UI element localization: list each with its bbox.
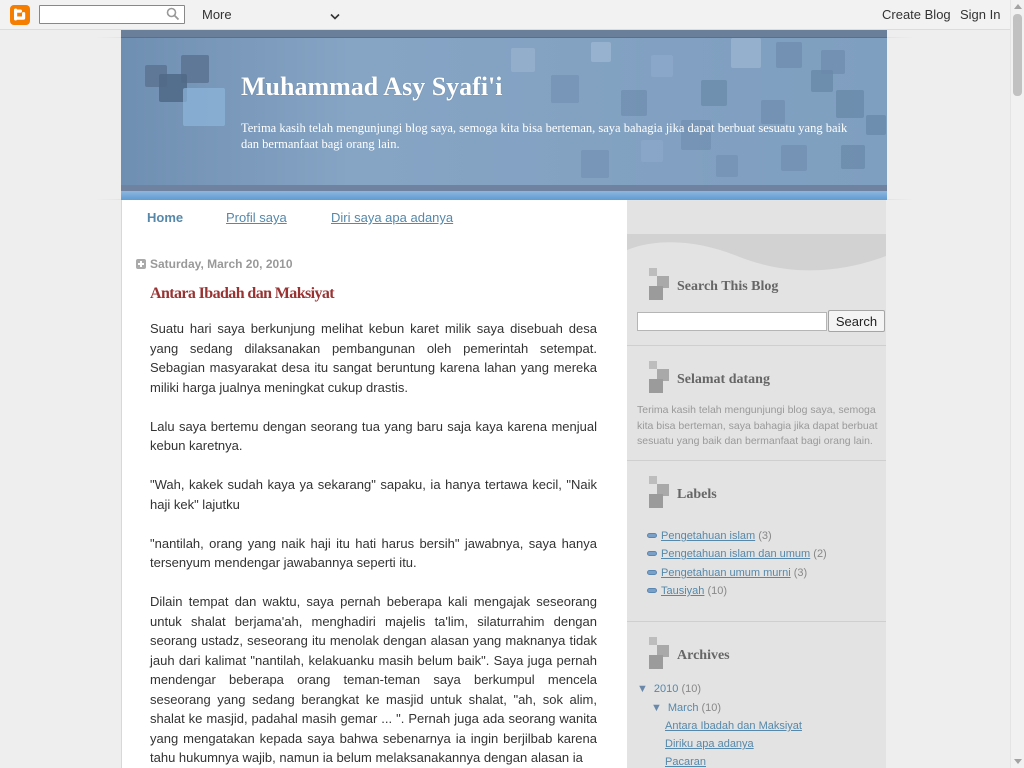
tab-home[interactable]: Home bbox=[147, 210, 184, 225]
header-pattern-square bbox=[716, 155, 738, 177]
archives-widget-title: Archives bbox=[677, 648, 730, 663]
label-item bbox=[647, 530, 772, 542]
archive-post-link[interactable]: Pacaran bbox=[665, 756, 706, 768]
archive-post-link[interactable]: Antara Ibadah dan Maksiyat bbox=[665, 720, 802, 732]
label-count: (3) bbox=[758, 530, 772, 542]
archive-year-link[interactable]: 2010 bbox=[653, 683, 679, 695]
header-pattern-square bbox=[701, 80, 727, 106]
header-pattern-square bbox=[551, 75, 579, 103]
label-link[interactable]: Tausiyah bbox=[661, 585, 705, 597]
archive-month-row bbox=[651, 702, 721, 714]
blog-title[interactable]: Muhammad Asy Syafi'i bbox=[241, 72, 503, 101]
widget-divider bbox=[627, 460, 886, 461]
header-pattern-square bbox=[511, 48, 535, 72]
header-pattern-square bbox=[731, 38, 761, 68]
blogger-navbar bbox=[0, 0, 1010, 30]
tab-diri-saya[interactable]: Diri saya apa adanya bbox=[331, 210, 454, 225]
blog-header bbox=[121, 30, 887, 200]
label-bullet-icon bbox=[647, 570, 657, 575]
more-menu-button[interactable]: More bbox=[202, 7, 232, 22]
widget-squares-icon bbox=[647, 637, 671, 669]
header-pattern-square bbox=[776, 42, 802, 68]
widget-squares-icon bbox=[647, 361, 671, 393]
sign-in-link[interactable]: Sign In bbox=[960, 7, 1001, 22]
header-logo-square bbox=[183, 88, 225, 126]
archive-year-row bbox=[637, 683, 701, 695]
archive-post-link[interactable]: Diriku apa adanya bbox=[665, 738, 754, 750]
label-item bbox=[647, 548, 827, 560]
header-pattern-square bbox=[821, 50, 845, 74]
archive-year-count: (10) bbox=[681, 683, 701, 695]
post-paragraph: "Wah, kakek sudah kaya ya sekarang" sapaku, ia hanya tertawa kecil, "Naik haji kek" lajutku bbox=[150, 477, 597, 512]
label-count: (2) bbox=[813, 548, 827, 560]
post-paragraph: Suatu hari saya berkunjung melihat kebun karet milik saya disebuah desa yang sedang dilaksanakan pembangunan oleh pemerintah setempat. Sebagian masyarakat desa itu sangat beruntung karena lahan yang mereka miliki harga jualnya meningkat cukup drastis. bbox=[150, 321, 597, 395]
search-widget-title: Search This Blog bbox=[677, 279, 779, 294]
archive-month-link[interactable]: March bbox=[667, 702, 699, 714]
header-pattern-square bbox=[651, 55, 673, 77]
scroll-down-arrow-icon[interactable] bbox=[1014, 759, 1022, 764]
label-bullet-icon bbox=[647, 588, 657, 593]
header-pattern-square bbox=[581, 150, 609, 178]
search-icon[interactable] bbox=[166, 7, 180, 24]
post-title[interactable]: Antara Ibadah dan Maksiyat bbox=[150, 285, 335, 302]
chevron-down-icon[interactable] bbox=[330, 9, 340, 24]
label-bullet-icon bbox=[647, 533, 657, 538]
sidebar bbox=[627, 200, 886, 768]
header-top-bar bbox=[121, 30, 887, 38]
widget-squares-icon bbox=[647, 268, 671, 300]
post-paragraph: Lalu saya bertemu dengan seorang tua yang baru saja kaya karena menjual kebun karetnya. bbox=[150, 418, 597, 453]
widget-squares-icon bbox=[647, 476, 671, 508]
label-bullet-icon bbox=[647, 551, 657, 556]
header-pattern-square bbox=[866, 115, 886, 135]
scroll-up-arrow-icon[interactable] bbox=[1014, 4, 1022, 9]
label-link[interactable]: Pengetahuan islam bbox=[661, 530, 756, 542]
navbar-search-input[interactable] bbox=[40, 6, 160, 23]
post-paragraph: "nantilah, orang yang naik haji itu hati harus bersih" jawabnya, saya hanya tersenyum mendengar jawabannya seperti itu. bbox=[150, 535, 597, 570]
expand-triangle-icon[interactable]: ▼ bbox=[651, 702, 662, 714]
header-pattern-square bbox=[836, 90, 864, 118]
blogger-logo-icon[interactable] bbox=[10, 5, 30, 25]
post-date-header bbox=[136, 257, 293, 271]
post-body bbox=[150, 319, 597, 768]
labels-widget-title: Labels bbox=[677, 487, 717, 502]
header-accent-strip bbox=[121, 191, 887, 200]
label-count: (10) bbox=[707, 585, 728, 597]
navbar-search-field[interactable] bbox=[39, 5, 185, 24]
tab-profil-saya[interactable]: Profil saya bbox=[226, 210, 287, 225]
header-pattern-square bbox=[621, 90, 647, 116]
welcome-widget-title: Selamat datang bbox=[677, 372, 770, 387]
main-column bbox=[121, 200, 628, 768]
expand-plus-icon bbox=[136, 259, 146, 269]
page-scrollbar[interactable] bbox=[1010, 0, 1024, 768]
welcome-text: Terima kasih telah mengunjungi blog saya, semoga kita bisa berteman, saya bahagia jika dapat berbuat sesuatu yang baik dan bermanfaat bagi orang lain. bbox=[637, 404, 878, 447]
post-paragraph: Dilain tempat dan waktu, saya pernah beberapa kali mengajak seseorang untuk shalat berjama'ah, menghadiri majelis ta'lim, silaturrahim dengan seorang ustadz, seseorang itu menolak dengan alasan yang maknanya tidak jauh dari kalimat "nantilah, kelakuanku masih belum baik". Saya juga pernah mendengar beberapa orang teman-teman saya berkumpul mencela seseorang yang sedang berangkat ke masjid untuk shalat, "ah, sok alim, shalat ke masjid, padahal masih gemar ... ". Pernah juga ada seorang wanita yang mengatakan kepada saya bahwa sebenarnya ia ingin berjilbab karena tahu hukumnya wajib, namun ia belum melaksanakannya dengan alasan ia bbox=[150, 594, 597, 765]
label-link[interactable]: Pengetahuan umum murni bbox=[661, 567, 791, 579]
label-link[interactable]: Pengetahuan islam dan umum bbox=[661, 548, 811, 560]
label-count: (3) bbox=[793, 567, 808, 579]
label-item bbox=[647, 585, 727, 597]
archive-month-count: (10) bbox=[701, 702, 722, 714]
widget-divider bbox=[627, 621, 886, 622]
header-pattern-square bbox=[591, 42, 611, 62]
create-blog-link[interactable]: Create Blog bbox=[882, 7, 951, 22]
label-item bbox=[647, 567, 807, 579]
widget-divider bbox=[627, 345, 886, 346]
blog-search-input[interactable] bbox=[637, 312, 827, 331]
post-date: Saturday, March 20, 2010 bbox=[150, 257, 293, 271]
expand-triangle-icon[interactable]: ▼ bbox=[637, 683, 648, 695]
scrollbar-thumb[interactable] bbox=[1013, 14, 1022, 96]
blog-description: Terima kasih telah mengunjungi blog saya, semoga kita bisa berteman, saya bahagia jika dapat berbuat sesuatu yang baik dan bermanfaat bagi orang lain. bbox=[241, 121, 848, 151]
search-button[interactable]: Search bbox=[828, 310, 885, 332]
